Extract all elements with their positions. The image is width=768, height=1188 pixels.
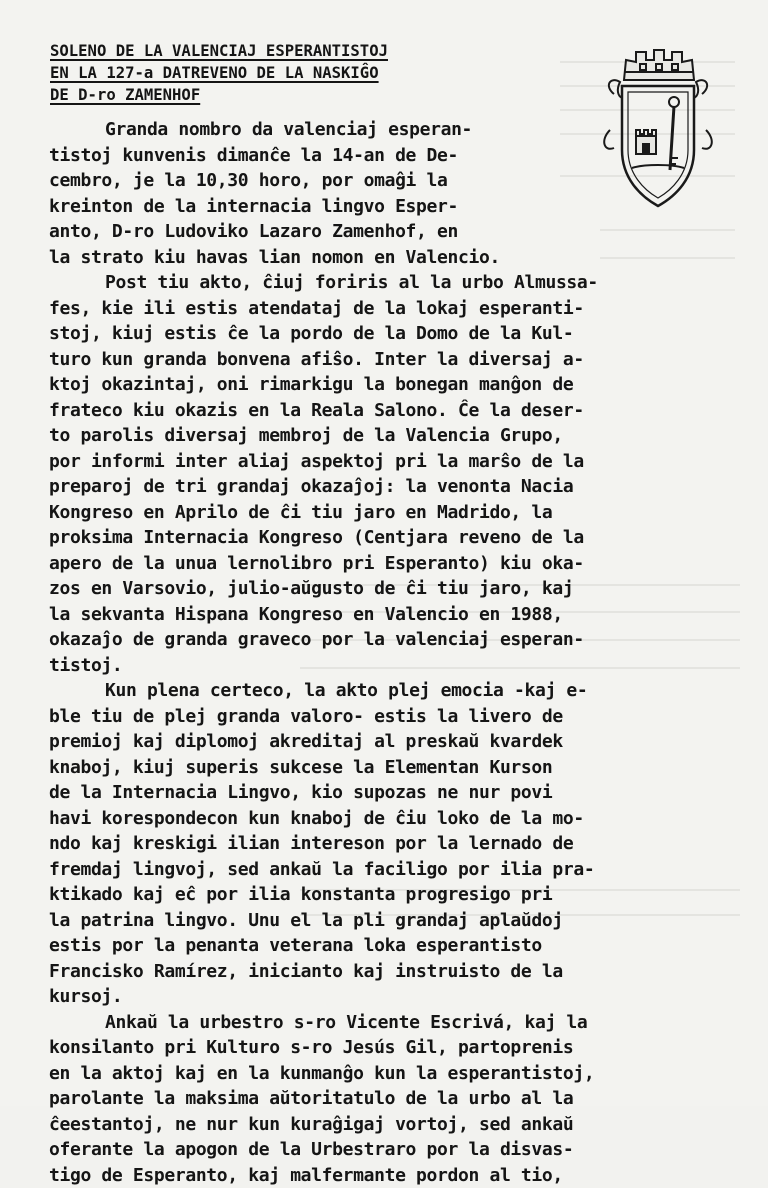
text-line: por informi inter aliaj aspektoj pri la marŝo de la <box>49 449 739 475</box>
text-line: kursoj. <box>49 984 739 1010</box>
text-line: ndo kaj kreskigi ilian intereson por la lernado de <box>49 831 739 857</box>
text-line: anto, D-ro Ludoviko Lazaro Zamenhof, en <box>49 219 739 245</box>
text-line: Post tiu akto, ĉiuj foriris al la urbo Almussa- <box>49 270 739 296</box>
title-line-2: EN LA 127-a DATREVENO DE LA NASKIĜO <box>50 62 388 84</box>
text-line: ble tiu de plej granda valoro- estis la livero de <box>49 704 739 730</box>
text-line: frateco kiu okazis en la Reala Salono. Ĉe la deser- <box>49 398 739 424</box>
text-line: to parolis diversaj membroj de la Valencia Grupo, <box>49 423 739 449</box>
text-line: turo kun granda bonvena afiŝo. Inter la diversaj a- <box>49 347 739 373</box>
text-line: ĉeestantoj, ne nur kun kuraĝigaj vortoj, sed ankaŭ <box>49 1112 739 1138</box>
text-line: fremdaj lingvoj, sed ankaŭ la faciligo por ilia pra- <box>49 857 739 883</box>
text-line: zos en Varsovio, julio-aŭgusto de ĉi tiu jaro, kaj <box>49 576 739 602</box>
text-line: apero de la unua lernolibro pri Esperanto) kiu oka- <box>49 551 739 577</box>
text-line: fes, kie ili estis atendataj de la lokaj esperanti- <box>49 296 739 322</box>
text-line: en la aktoj kaj en la kunmanĝo kun la esperantistoj, <box>49 1061 739 1087</box>
text-line: parolante la maksima aŭtoritatulo de la urbo al la <box>49 1086 739 1112</box>
text-line: oferante la apogon de la Urbestraro por la disvas- <box>49 1137 739 1163</box>
text-line: tigo de Esperanto, kaj malfermante pordon al tio, <box>49 1163 739 1188</box>
paragraph-2 <box>49 270 739 678</box>
paragraph-1 <box>49 117 739 270</box>
text-line: kreinton de la internacia lingvo Esper- <box>49 194 739 220</box>
text-line: ktikado kaj eĉ por ilia konstanta progresigo pri <box>49 882 739 908</box>
text-line: havi korespondecon kun knaboj de ĉiu loko de la mo- <box>49 806 739 832</box>
text-line: Granda nombro da valenciaj esperan- <box>49 117 739 143</box>
text-line: la strato kiu havas lian nomon en Valencio. <box>49 245 739 271</box>
text-line: stoj, kiuj estis ĉe la pordo de la Domo de la Kul- <box>49 321 739 347</box>
text-line: la sekvanta Hispana Kongreso en Valencio en 1988, <box>49 602 739 628</box>
text-line: ktoj okazintaj, oni rimarkigu la bonegan manĝon de <box>49 372 739 398</box>
text-line: tistoj kunvenis dimanĉe la 14-an de De- <box>49 143 739 169</box>
text-line: premioj kaj diplomoj akreditaj al preskaŭ kvardek <box>49 729 739 755</box>
text-line: okazaĵo de granda graveco por la valenciaj esperan- <box>49 627 739 653</box>
paragraph-3 <box>49 678 739 1010</box>
paragraph-4 <box>49 1010 739 1188</box>
text-line: la patrina lingvo. Unu el la pli grandaj aplaŭdoj <box>49 908 739 934</box>
title-line-3: DE D-ro ZAMENHOF <box>50 84 388 106</box>
text-line: Kun plena certeco, la akto plej emocia -kaj e- <box>49 678 739 704</box>
text-line: tistoj. <box>49 653 739 679</box>
text-line: proksima Internacia Kongreso (Centjara reveno de la <box>49 525 739 551</box>
text-line: Kongreso en Aprilo de ĉi tiu jaro en Madrido, la <box>49 500 739 526</box>
text-line: Ankaŭ la urbestro s-ro Vicente Escrivá, kaj la <box>49 1010 739 1036</box>
text-line: estis por la penanta veterana loka esperantisto <box>49 933 739 959</box>
title-line-1: SOLENO DE LA VALENCIAJ ESPERANTISTOJ <box>50 40 388 62</box>
article-body <box>49 117 739 1188</box>
text-line: de la Internacia Lingvo, kio supozas ne nur povi <box>49 780 739 806</box>
text-line: knaboj, kiuj superis sukcese la Elementan Kurson <box>49 755 739 781</box>
text-line: konsilanto pri Kulturo s-ro Jesús Gil, partoprenis <box>49 1035 739 1061</box>
text-line: preparoj de tri grandaj okazaĵoj: la venonta Nacia <box>49 474 739 500</box>
article-title <box>50 40 388 106</box>
text-line: cembro, je la 10,30 horo, por omaĝi la <box>49 168 739 194</box>
text-line: Francisko Ramírez, inicianto kaj instruisto de la <box>49 959 739 985</box>
